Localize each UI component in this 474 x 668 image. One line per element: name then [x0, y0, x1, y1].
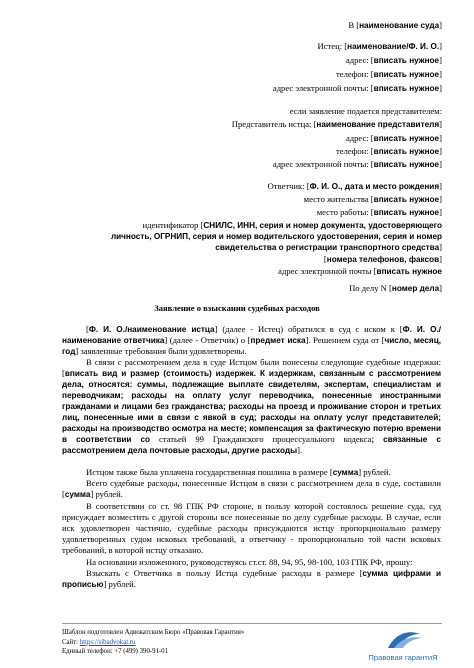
logo-text: Правовая гарантиЯ — [368, 653, 438, 662]
footer — [62, 628, 244, 657]
plaintiff-address: адрес: [вписать нужное] — [345, 55, 442, 65]
paragraph-2: В связи с рассмотрением дела в суде Истцом были понесены следующие судебные издержки: [вписать вид и размер (стоимость) издержек. К издержкам, связанным с рассмотрением дела, относятся: суммы, подлежащие выплате свидетелям, экспертам, специалистам и переводчикам; расходы на оплату услуг переводчика, понесенные иностранными гражданами и лицами без гражданства; расходы на проезд и проживание сторон и третьих лиц, понесенные ими в связи с явкой в суд; расходы на оплату услуг представителей; расходы на производство осмотра на месте; компенсация за фактическую потерю времени в соответствии со статьей 99 Гражданского процессуального кодекса; связанные с рассмотрением дела почтовые расходы, другие расходы]. — [62, 357, 441, 455]
plaintiff-line: Истец: [наименование/Ф. И. О.] — [317, 41, 442, 51]
plaintiff-email: адрес электронной почты: [вписать нужное] — [272, 83, 442, 93]
footer-template-note: Шаблон подготовлен Адвокатским Бюро «Правовая Гарантия» — [62, 629, 245, 636]
case-number: По делу N [номер дела] — [349, 283, 442, 293]
footer-site: Сайт: https://sibadvokat.ru — [62, 638, 136, 646]
representative-phone: телефон: [вписать нужное] — [336, 146, 442, 156]
plaintiff-phone: телефон: [вписать нужное] — [336, 69, 442, 79]
paragraph-6: На основании изложенного, руководствуясь ст.ст. 88, 94, 95, 98-100, 103 ГПК РФ, прошу: — [86, 557, 413, 567]
paragraph-3: Истцом также была уплачена государственная пошлина в размере [сумма] рублей. — [86, 467, 391, 477]
identifier-line-3: свидетельства о регистрации транспортного средства] — [215, 242, 442, 252]
identifier-line-1: идентификатор [СНИЛС, ИНН, серия и номер документа, удостоверяющего — [142, 220, 442, 230]
footer-phone: Единый телефон: +7 (499) 390-91-01 — [62, 648, 168, 656]
defendant-phones: [номера телефонов, факсов] — [323, 254, 442, 264]
defendant-email: адрес электронной почты [вписать нужное — [278, 266, 442, 276]
representative-email: адрес электронной почты: [вписать нужное] — [272, 159, 442, 169]
company-logo — [358, 624, 448, 664]
paragraph-1: [Ф. И. О./наименование истца] (далее - Истец) обратился в суд с иском к [Ф. И. О./наименование ответчика] (далее - Ответчик) о [предмет иска]. Решением суда от [число, месяц, год] заявленные требования были удовлетворены. — [62, 324, 442, 356]
site-link[interactable]: https://sibadvokat.ru — [79, 638, 136, 646]
logo-emblem-icon — [358, 624, 448, 654]
defendant-work: место работы: [вписать нужное] — [316, 207, 442, 217]
court-line: В [наименование суда] — [348, 20, 442, 30]
paragraph-4: Всего судебные расходы, понесенные Истцом в связи с рассмотрением дела в суде, составили [сумма] рублей. — [62, 478, 441, 499]
defendant-residence: место жительства [вписать нужное] — [303, 194, 442, 204]
paragraph-5: В соответствии со ст. 98 ГПК РФ стороне, в пользу которой состоялось решение суда, суд присуждает возместить с другой стороны все понесенные по делу судебные расходы. В случае, если иск удовлетворен частично, судебные расходы присуждаются истцу пропорционально размеру удовлетворенных судом исковых требований, а ответчику - пропорционально той части исковых требований, в которой истцу отказано. — [62, 501, 441, 555]
document-title: Заявление о взыскании судебных расходов — [154, 303, 320, 313]
defendant-line: Ответчик: [Ф. И. О., дата и место рождения] — [267, 181, 442, 191]
paragraph-7: Взыскать с Ответчика в пользу Истца судебные расходы в размере [сумма цифрами и прописью] рублей. — [62, 568, 441, 589]
identifier-line-2: личность, ОГРНИП, серия и номер водительского удостоверения, серия и номер — [110, 232, 442, 241]
representative-note: если заявление подается представителем: — [289, 106, 442, 116]
representative-address: адрес: [вписать нужное] — [345, 133, 442, 143]
representative-line: Представитель истца: [наименование представителя] — [231, 119, 442, 129]
